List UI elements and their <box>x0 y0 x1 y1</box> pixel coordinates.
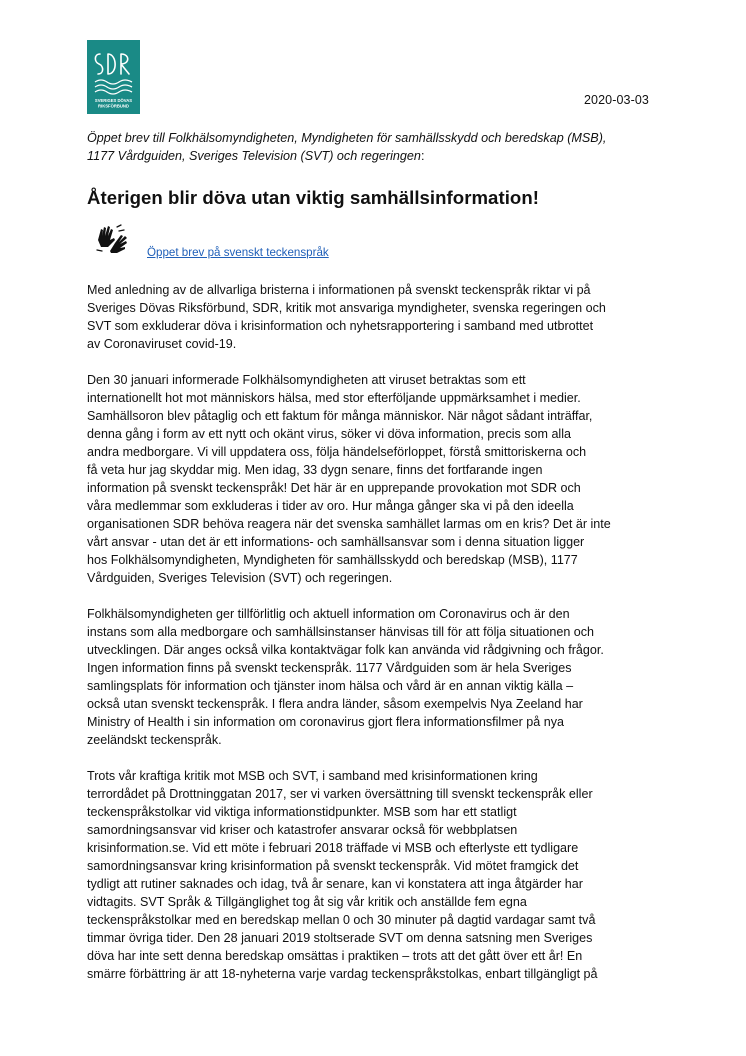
text-line: Vårdguiden, Sveriges Television (SVT) och regeringen. <box>87 571 393 585</box>
text-line: timmar övriga tider. Den 28 januari 2019 stoltserade SVT om denna satsning men Sveriges <box>87 931 593 945</box>
text-line: andra medborgare. Vi vill uppdatera oss, följa händelseförloppet, förstå smittoriskerna och <box>87 445 587 459</box>
svg-text:RIKSFÖRBUND: RIKSFÖRBUND <box>98 103 129 109</box>
text-line: Ingen information finns på svenskt teckenspråk. 1177 Vårdguiden som är hela Sveriges <box>87 661 572 675</box>
text-line: Med anledning av de allvarliga bristerna i informationen på svenskt teckenspråk riktar vi på <box>87 283 591 297</box>
text-line: Folkhälsomyndigheten ger tillförlitlig och aktuell information om Coronavirus och är den <box>87 607 570 621</box>
sign-language-hands-icon <box>95 221 129 255</box>
text-line: internationellt hot mot människors hälsa, med stor efterföljande uppmärksamhet i medier. <box>87 391 581 405</box>
text-line: krisinformation.se. Vid ett möte i februari 2018 träffade vi MSB och efterlyste ett tydligare <box>87 841 579 855</box>
text-line: teckenspråkstolkar med en beredskap mellan 0 och 30 minuter på dagtid vardagar samt två <box>87 913 596 927</box>
addressees-line: 1177 Vårdguiden, Sveriges Television (SVT) och regeringen: <box>87 149 425 163</box>
text-line: zeeländskt teckenspråk. <box>87 733 222 747</box>
body-paragraph <box>87 371 677 587</box>
text-line: denna gång i form av ett nytt och okänt virus, söker vi döva information, precis som alla <box>87 427 571 441</box>
text-line: hos Folkhälsomyndigheten, Myndigheten för samhällsskydd och beredskap (MSB), 1177 <box>87 553 578 567</box>
text-line: vidtagits. SVT Språk & Tillgänglighet tog åt sig vår kritik och anställde fem egna <box>87 895 527 909</box>
sign-language-video-link[interactable]: Öppet brev på svenskt teckenspråk <box>147 246 329 259</box>
text-line: av Coronaviruset covid-19. <box>87 337 237 351</box>
svg-text:SVERIGES DÖVAS: SVERIGES DÖVAS <box>94 98 133 103</box>
text-line: vårt ansvar - utan det är ett informations- och samhällsansvar som i denna situation ligger <box>87 535 585 549</box>
text-line: Ministry of Health i sin information om coronavirus gjort flera informationsfilmer på nya <box>87 715 564 729</box>
text-line: smärre förbättring är att 18-nyheterna varje vardag teckenspråkstolkas, enbart tillgängligt på <box>87 967 598 981</box>
text-line: samordningsansvar kring krisinformation på svenskt teckenspråk. Vid mötet framgick det <box>87 859 579 873</box>
sdr-logo <box>87 40 140 114</box>
body-paragraph <box>87 281 677 353</box>
text-line: samlingsplats för information och tjänster inom hälsa och vård är en annan viktig källa – <box>87 679 574 693</box>
text-line: döva har inte sett denna beredskap omsättas i praktiken – trots att det gått över ett år! En <box>87 949 583 963</box>
text-line: våra medlemmar som exkluderas i tider av oro. Hur många gånger ska vi på den ideella <box>87 499 574 513</box>
body-paragraph <box>87 605 677 749</box>
letter-body <box>87 281 677 1001</box>
text-line: samordningsansvar vid kriser och katastrofer ansvarar också för webbplatsen <box>87 823 518 837</box>
sdr-logo-mark <box>87 40 140 114</box>
text-line: instans som alla medborgare och samhällsinstanser hänvisas till för att följa situationen och <box>87 625 595 639</box>
text-line: Sveriges Dövas Riksförbund, SDR, kritik mot ansvariga myndigheter, svenska regeringen och <box>87 301 606 315</box>
letter-addressees <box>87 129 677 165</box>
text-line: information på svenskt teckenspråk! Det här är en upprepande provokation mot SDR och <box>87 481 581 495</box>
text-line: SVT som exkluderar döva i krisinformation och nyhetsrapportering i samband med utbrottet <box>87 319 594 333</box>
text-line: också utan svenskt teckenspråk. I flera andra länder, såsom exempelvis Nya Zeeland har <box>87 697 583 711</box>
text-line: få veta hur jag skyddar mig. Men idag, 33 dygn senare, finns det fortfarande ingen <box>87 463 543 477</box>
text-line: teckenspråkstolkar vid viktiga informationstidpunkter. MSB som har ett statligt <box>87 805 517 819</box>
text-line: terrordådet på Drottninggatan 2017, ser vi varken översättning till svenskt teckenspråk eller <box>87 787 593 801</box>
text-line: utvecklingen. Där anges också vilka kontaktvägar folk kan använda vid rådgivning och frågor. <box>87 643 604 657</box>
text-line: organisationen SDR behöva reagera när det svenska samhället larmas om en kris? Det är inte <box>87 517 611 531</box>
text-line: Trots vår kraftiga kritik mot MSB och SVT, i samband med krisinformationen kring <box>87 769 538 783</box>
letter-title: Återigen blir döva utan viktig samhällsinformation! <box>87 187 539 208</box>
letter-date: 2020-03-03 <box>584 93 649 107</box>
text-line: Samhällsoron blev påtaglig och ett faktum för många människor. När något sådant inträffar, <box>87 409 593 423</box>
addressees-line: Öppet brev till Folkhälsomyndigheten, Myndigheten för samhällsskydd och beredskap (MSB), <box>87 131 607 145</box>
text-line: Den 30 januari informerade Folkhälsomyndigheten att viruset betraktas som ett <box>87 373 526 387</box>
text-line: tydligt att rutiner saknades och idag, två år senare, kan vi konstatera att inga åtgärder har <box>87 877 583 891</box>
body-paragraph <box>87 767 677 983</box>
